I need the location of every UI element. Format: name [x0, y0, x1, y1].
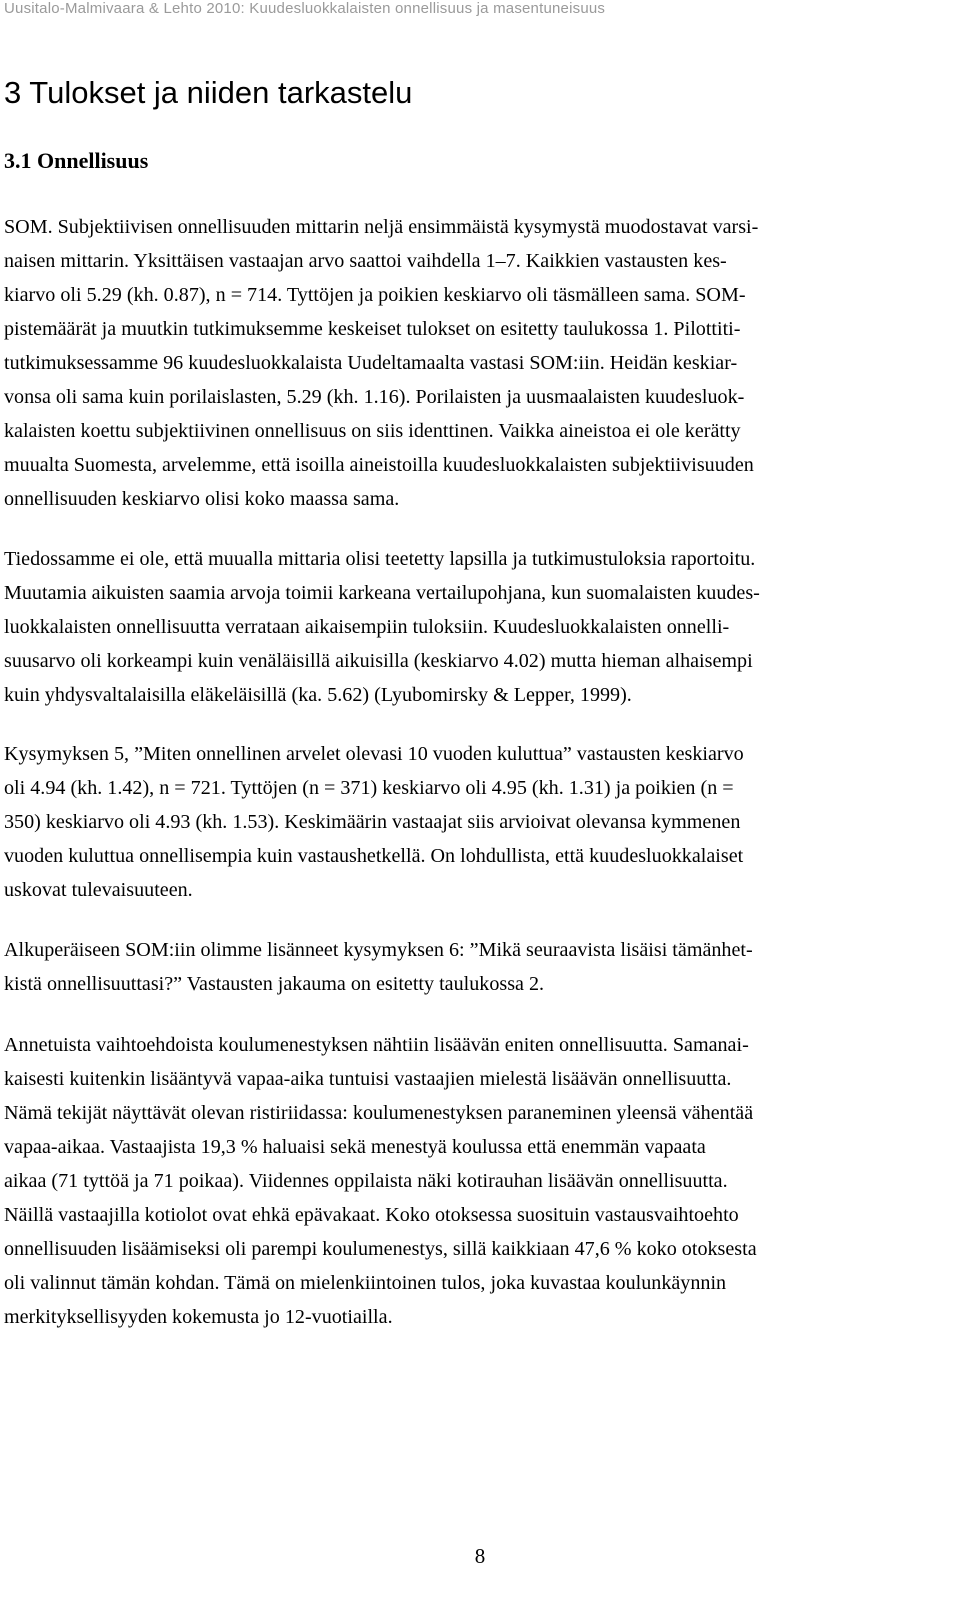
- paragraph-line: oli valinnut tämän kohdan. Tämä on mielenkiintoinen tulos, joka kuvastaa koulunkäynnin: [4, 1272, 727, 1294]
- paragraph-line: onnellisuuden lisäämiseksi oli parempi koulumenestys, sillä kaikkiaan 47,6 % koko otoksesta: [4, 1238, 757, 1260]
- paragraph-line: kaisesti kuitenkin lisääntyvä vapaa-aika tuntuisi vastaajien mielestä lisäävän onnellisuutta.: [4, 1068, 732, 1090]
- paragraph-line: onnellisuuden keskiarvo olisi koko maassa sama.: [4, 488, 400, 510]
- paragraph-som-results: [4, 210, 960, 516]
- paragraph-line: vapaa-aikaa. Vastaajista 19,3 % haluaisi sekä menestyä koulussa että enemmän vapaata: [4, 1136, 706, 1158]
- paragraph-line: 350) keskiarvo oli 4.93 (kh. 1.53). Keskimäärin vastaajat siis arvioivat olevansa kymmenen: [4, 811, 741, 833]
- paragraph-line: naisen mittarin. Yksittäisen vastaajan arvo saattoi vaihdella 1–7. Kaikkien vastausten kes-: [4, 250, 727, 272]
- paragraph-line: luokkalaisten onnellisuutta verrataan aikaisempiin tuloksiin. Kuudesluokkalaisten onnelli-: [4, 616, 730, 638]
- paragraph-line: merkityksellisyyden kokemusta jo 12-vuotiailla.: [4, 1306, 393, 1328]
- paragraph-line: muualta Suomesta, arvelemme, että isoilla aineistoilla kuudesluokkalaisten subjektiivisuuden: [4, 454, 754, 476]
- page-number: 8: [474, 1544, 486, 1568]
- paragraph-line: kiarvo oli 5.29 (kh. 0.87), n = 714. Tyttöjen ja poikien keskiarvo oli täsmälleen sama. SOM-: [4, 284, 746, 306]
- paragraph-line: pistemäärät ja muutkin tutkimuksemme keskeiset tulokset on esitetty taulukossa 1. Pilottiti-: [4, 318, 741, 340]
- chapter-title: 3 Tulokset ja niiden tarkastelu: [4, 75, 413, 110]
- paragraph-question-5: [4, 737, 960, 907]
- paragraph-question-6: [4, 933, 960, 1001]
- paragraph-line: oli 4.94 (kh. 1.42), n = 721. Tyttöjen (n = 371) keskiarvo oli 4.95 (kh. 1.31) ja poikien (n =: [4, 777, 734, 799]
- paragraph-line: aikaa (71 tyttöä ja 71 poikaa). Viidennes oppilaista näki kotirauhan lisäävän onnellisuutta.: [4, 1170, 728, 1192]
- paragraph-line: kalaisten koettu subjektiivinen onnellisuus on siis identtinen. Vaikka aineistoa ei ole kerätty: [4, 420, 741, 442]
- paragraph-line: uskovat tulevaisuuteen.: [4, 879, 193, 901]
- paragraph-line: SOM. Subjektiivisen onnellisuuden mittarin neljä ensimmäistä kysymystä muodostavat varsi-: [4, 216, 759, 238]
- paragraph-line: Nämä tekijät näyttävät olevan ristiriidassa: koulumenestyksen paraneminen yleensä vähentää: [4, 1102, 754, 1124]
- paragraph-line: Näillä vastaajilla kotiolot ovat ehkä epävakaat. Koko otoksessa suosituin vastausvaihtoehto: [4, 1204, 739, 1226]
- paragraph-options: [4, 1028, 960, 1334]
- paragraph-line: vonsa oli sama kuin porilaislasten, 5.29 (kh. 1.16). Porilaisten ja uusmaalaisten kuudesluok-: [4, 386, 745, 408]
- paragraph-line: Muutamia aikuisten saamia arvoja toimii karkeana vertailupohjana, kun suomalaisten kuudes-: [4, 582, 760, 604]
- paragraph-line: Tiedossamme ei ole, että muualla mittaria olisi teetetty lapsilla ja tutkimustuloksia raportoitu.: [4, 548, 756, 570]
- paragraph-line: kuin yhdysvaltalaisilla eläkeläisillä (ka. 5.62) (Lyubomirsky & Lepper, 1999).: [4, 684, 632, 706]
- running-header: Uusitalo-Malmivaara & Lehto 2010: Kuudesluokkalaisten onnellisuus ja masentuneisuus: [4, 0, 606, 17]
- paragraph-line: Annetuista vaihtoehdoista koulumenestyksen nähtiin lisäävän eniten onnellisuutta. Samanai-: [4, 1034, 749, 1056]
- paragraph-line: suusarvo oli korkeampi kuin venäläisillä aikuisilla (keskiarvo 4.02) mutta hieman alhaisempi: [4, 650, 753, 672]
- paragraph-line: tutkimuksessamme 96 kuudesluokkalaista Uudeltamaalta vastasi SOM:iin. Heidän keskiar-: [4, 352, 738, 374]
- paragraph-comparison: [4, 542, 960, 712]
- paragraph-line: vuoden kuluttua onnellisempia kuin vastaushetkellä. On lohdullista, että kuudesluokkalaiset: [4, 845, 744, 867]
- paragraph-line: Alkuperäiseen SOM:iin olimme lisänneet kysymyksen 6: ”Mikä seuraavista lisäisi tämänhet-: [4, 939, 753, 961]
- section-title: 3.1 Onnellisuus: [4, 148, 149, 173]
- paragraph-line: Kysymyksen 5, ”Miten onnellinen arvelet olevasi 10 vuoden kuluttua” vastausten keskiarvo: [4, 743, 744, 765]
- paragraph-line: kistä onnellisuuttasi?” Vastausten jakauma on esitetty taulukossa 2.: [4, 973, 545, 995]
